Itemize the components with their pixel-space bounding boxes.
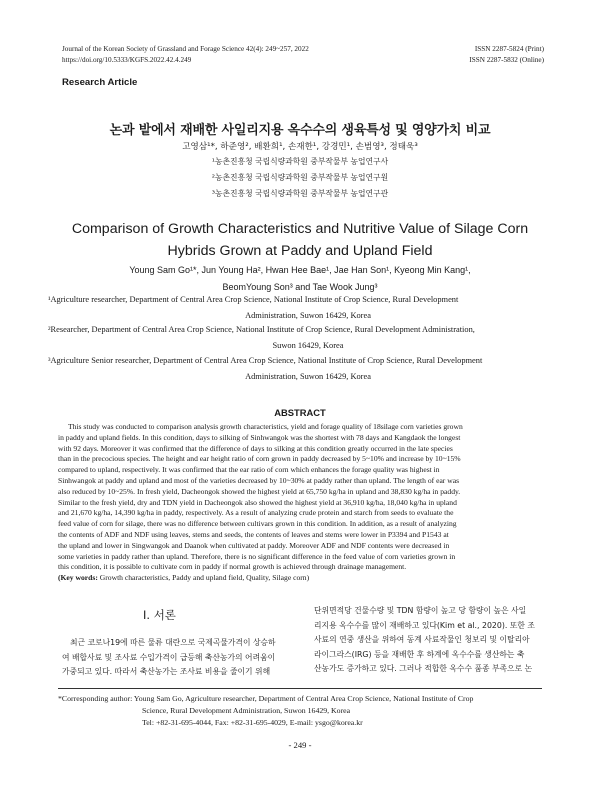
- affiliation-3-line-1: ³Agriculture Senior researcher, Department of Central Area Crop Science, National Institute of Crop Science, Rural Development: [48, 356, 483, 365]
- footnote-line-2: Science, Rural Development Administration, Suwon 16429, Korea: [142, 706, 351, 715]
- page-number: - 249 -: [288, 740, 312, 750]
- abstract-line: Similar to the fresh yield, dry and TDN yield in Dacheongok also showed the highest yield at 36,910 kg/ha, 18,040 kg/ha in upland: [58, 497, 457, 507]
- english-authors-line-2: BeomYoung Son³ and Tae Wook Jung³: [222, 281, 378, 292]
- korean-authors: 고영삼¹*, 하준영², 배환희¹, 손재한¹, 강경민¹, 손범영³, 정태욱³: [182, 142, 418, 152]
- journal-citation: Journal of the Korean Society of Grassland and Forage Science 42(4): 249~257, 2022: [62, 45, 309, 53]
- english-title-line-2: Hybrids Grown at Paddy and Upland Field: [167, 243, 433, 259]
- affiliation-2-line-1: ²Researcher, Department of Central Area Crop Science, National Institute of Crop Science, Rural Development Administration,: [48, 325, 475, 334]
- keywords-line: [58, 573, 542, 584]
- body-text-line: 리지용 옥수수를 많이 재배하고 있다(Kim et al., 2020). 또한 조: [314, 620, 535, 630]
- body-left-column: [62, 636, 294, 680]
- body-text-line: 여 배합사료 및 조사료 수입가격이 급등해 축산농가의 어려움이: [62, 652, 276, 662]
- abstract-line: with 92 days. Moreover it was confirmed that the difference of days to silking at this condition greatly occurred in the late species: [58, 443, 453, 453]
- abstract-line: than in the precocious species. The height and ear height ratio of corn grown in paddy decreased by 5~10% and increase by 10~15%: [58, 454, 461, 464]
- abstract-line: the upland and lower in Singwangok and Daanok when cultivated at paddy. Moreover ADF and NDF contents were decreased in: [58, 540, 450, 550]
- english-title: [0, 218, 600, 262]
- abstract-line: the contents of ADF and NDF using leaves, stems and seeds, the contents of leaves and stems were lower in P3394 and P1543 at: [58, 529, 449, 539]
- abstract-heading: ABSTRACT: [274, 407, 326, 418]
- english-affiliation-1: [48, 292, 568, 324]
- affiliation-1-line-2: Administration, Suwon 16429, Korea: [245, 311, 371, 320]
- abstract-line: this condition, it is possible to cultivate corn in paddy if normal growth is achieved through drainage management.: [58, 562, 407, 572]
- abstract-line: and 21,670 kg/ha, 14,390 kg/ha in paddy, respectively. As a result of analyzing crude protein and starch from seeds to evaluate the: [58, 508, 454, 518]
- body-text-line: 단위면적당 건물수량 및 TDN 함량이 높고 당 함량이 높은 사일: [314, 606, 527, 615]
- body-text-line: 사료의 연중 생산을 위하여 동계 사료작물인 청보리 및 이탈리아: [314, 635, 530, 645]
- footnote-line-1: *Corresponding author: Young Sam Go, Agriculture researcher, Department of Central Area Crop Science, National Institute of Crop: [58, 694, 474, 703]
- body-text-line: 라이그라스(IRG) 등을 재배한 후 하계에 옥수수를 생산하는 축: [314, 649, 525, 659]
- korean-title: 논과 밭에서 재배한 사일리지용 옥수수의 생육특성 및 영양가치 비교: [109, 123, 491, 138]
- english-affiliation-2: [48, 322, 568, 354]
- abstract-line: feed value of corn for silage, there was no difference between cultivars grown in this condition. In addition, as a result of analyzing: [58, 519, 457, 529]
- article-type: Research Article: [62, 77, 138, 88]
- keywords-label: (Key words:: [58, 573, 98, 583]
- abstract-line: also reduced by 10~25%. In fresh yield, Dacheongok showed the highest yield at 65,750 kg/ha in upland and 38,830 kg/ha in paddy.: [58, 486, 461, 496]
- english-authors-line-1: Young Sam Go¹*, Jun Young Ha², Hwan Hee Bae¹, Jae Han Son¹, Kyeong Min Kang¹,: [129, 265, 471, 275]
- korean-affiliation-2: ²농촌진흥청 국립식량과학원 중부작물부 농업연구원: [211, 173, 389, 182]
- affiliation-2-line-2: Suwon 16429, Korea: [272, 341, 344, 350]
- abstract-line: some varieties in paddy rather than upland. Therefore, there is no significant difference in the feed value of corn varieties grown in: [58, 551, 456, 561]
- footnote-line-3: Tel: +82-31-695-4044, Fax: +82-31-695-4029, E-mail: ysgo@korea.kr: [142, 718, 363, 727]
- footnote-divider: [58, 688, 542, 689]
- affiliation-1-line-1: ¹Agriculture researcher, Department of Central Area Crop Science, National Institute of Crop Science, Rural Development: [48, 295, 459, 304]
- doi-link[interactable]: https://doi.org/10.5333/KGFS.2022.42.4.249: [62, 56, 192, 64]
- korean-affiliations: [0, 154, 600, 202]
- issn-print: ISSN 2287-5824 (Print): [474, 45, 544, 53]
- body-right-column: [314, 604, 546, 677]
- korean-affiliation-1: ¹농촌진흥청 국립식량과학원 중부작물부 농업연구사: [211, 157, 389, 166]
- abstract-line: in paddy and upland fields. In this condition, days to silking of Sinhwangok was the shortest with 78 days and Kangdaok the longest: [58, 432, 461, 442]
- abstract-line: Sinhwangok at paddy and upland and most of the varieties decreased by 10~30% at paddy rather than upland. The length of ear was: [58, 475, 460, 485]
- affiliation-3-line-2: Administration, Suwon 16429, Korea: [245, 372, 371, 381]
- abstract-body: [58, 422, 542, 584]
- body-text-line: 최근 코로나19에 따른 물류 대란으로 국제곡물가격이 상승하: [70, 638, 276, 647]
- abstract-line: This study was conducted to comparison analysis growth characteristics, yield and forage quality of 18silage corn varieties grown: [68, 422, 463, 431]
- body-text-line: 산농가도 증가하고 있다. 그러나 적합한 옥수수 품종 부족으로 논: [314, 664, 533, 674]
- issn-online: ISSN 2287-5832 (Online): [469, 56, 544, 64]
- english-affiliation-3: [48, 353, 568, 385]
- body-text-line: 가중되고 있다. 따라서 축산농가는 조사료 비용을 줄이기 위해: [62, 667, 271, 677]
- section-heading-introduction: Ⅰ. 서론: [143, 608, 176, 622]
- keywords-text: Growth characteristics, Paddy and upland field, Quality, Silage corn): [99, 573, 310, 583]
- corresponding-author-footnote: [58, 693, 542, 729]
- english-authors: [0, 262, 600, 295]
- abstract-line: compared to upland, respectively. It was confirmed that the ear ratio of corn which enhances the forage quality was highest in: [58, 465, 440, 475]
- korean-affiliation-3: ³농촌진흥청 국립식량과학원 중부작물부 농업연구관: [211, 189, 389, 198]
- english-title-line-1: Comparison of Growth Characteristics and Nutritive Value of Silage Corn: [71, 221, 529, 237]
